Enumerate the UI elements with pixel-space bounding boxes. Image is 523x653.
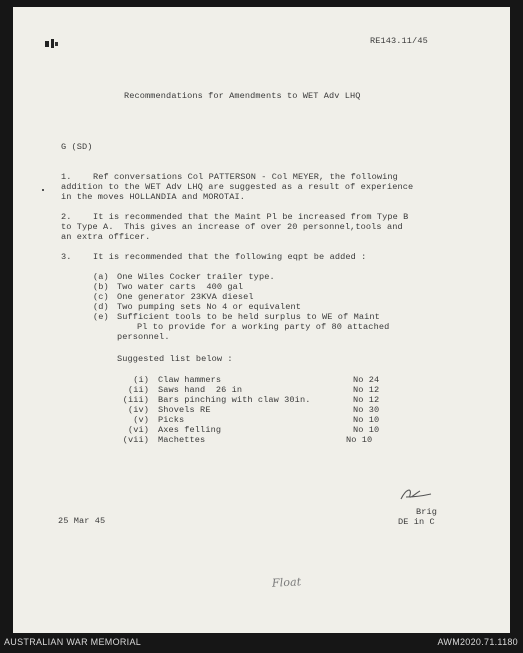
tool-label: (ii) [127,385,149,395]
tool-name: Machettes [158,435,206,445]
item-text-cont: personnel. [117,332,170,342]
tool-qty: No 12 [353,395,380,405]
para2-line: to Type A. This gives an increase of over 20 personnel,tools and [61,222,403,232]
item-text: Sufficient tools to be held surplus to WE of Maint [117,312,380,322]
list-heading: Suggested list below : [117,354,233,364]
tool-label: (v) [133,415,149,425]
signature-appointment: DE in C [398,517,435,527]
item-text: Two pumping sets No 4 or equivalent [117,302,301,312]
document-page [13,7,510,633]
tool-name: Saws hand 26 in [158,385,243,395]
para2-line: an extra officer. [61,232,151,242]
para1-number: 1. [61,172,72,182]
item-label: (b) [93,282,109,292]
para2-line: It is recommended that the Maint Pl be increased from Type B [93,212,409,222]
tool-label: (vi) [127,425,149,435]
tool-label: (vii) [122,435,149,445]
margin-dot [42,189,44,191]
handwritten-note: Float [271,575,302,590]
item-text: Two water carts 400 gal [117,282,244,292]
tool-name: Picks [158,415,185,425]
tool-qty: No 10 [346,435,373,445]
signature-rank: Brig [416,507,438,517]
document-reference: RE143.11/45 [370,36,428,46]
tool-label: (iv) [127,405,149,415]
tool-qty: No 10 [353,415,380,425]
staple-mark-icon [44,37,60,51]
signature-icon [398,485,434,505]
para3-number: 3. [61,252,72,262]
item-label: (a) [93,272,109,282]
item-label: (e) [93,312,109,322]
tool-name: Axes felling [158,425,222,435]
footer-accession-number: AWM2020.71.1180 [437,637,518,647]
tool-name: Bars pinching with claw 30in. [158,395,311,405]
addressee: G (SD) [61,142,93,152]
item-label: (c) [93,292,109,302]
footer-institution: AUSTRALIAN WAR MEMORIAL [4,637,142,647]
para1-line: addition to the WET Adv LHQ are suggested as a result of experience [61,182,414,192]
tool-name: Shovels RE [158,405,211,415]
para2-number: 2. [61,212,72,222]
document-date: 25 Mar 45 [58,516,106,526]
para3-intro: It is recommended that the following eqpt be added : [93,252,367,262]
item-text: One Wiles Cocker trailer type. [117,272,275,282]
tool-qty: No 30 [353,405,380,415]
item-text: One generator 23KVA diesel [117,292,254,302]
tool-label: (iii) [122,395,149,405]
tool-qty: No 10 [353,425,380,435]
para1-line: Ref conversations Col PATTERSON - Col MEYER, the following [93,172,398,182]
document-title: Recommendations for Amendments to WET Adv LHQ [124,91,361,101]
tool-qty: No 12 [353,385,380,395]
tool-label: (i) [133,375,149,385]
tool-name: Claw hammers [158,375,222,385]
item-text-cont: Pl to provide for a working party of 80 attached [137,322,390,332]
tool-qty: No 24 [353,375,380,385]
para1-line: in the moves HOLLANDIA and MOROTAI. [61,192,245,202]
item-label: (d) [93,302,109,312]
